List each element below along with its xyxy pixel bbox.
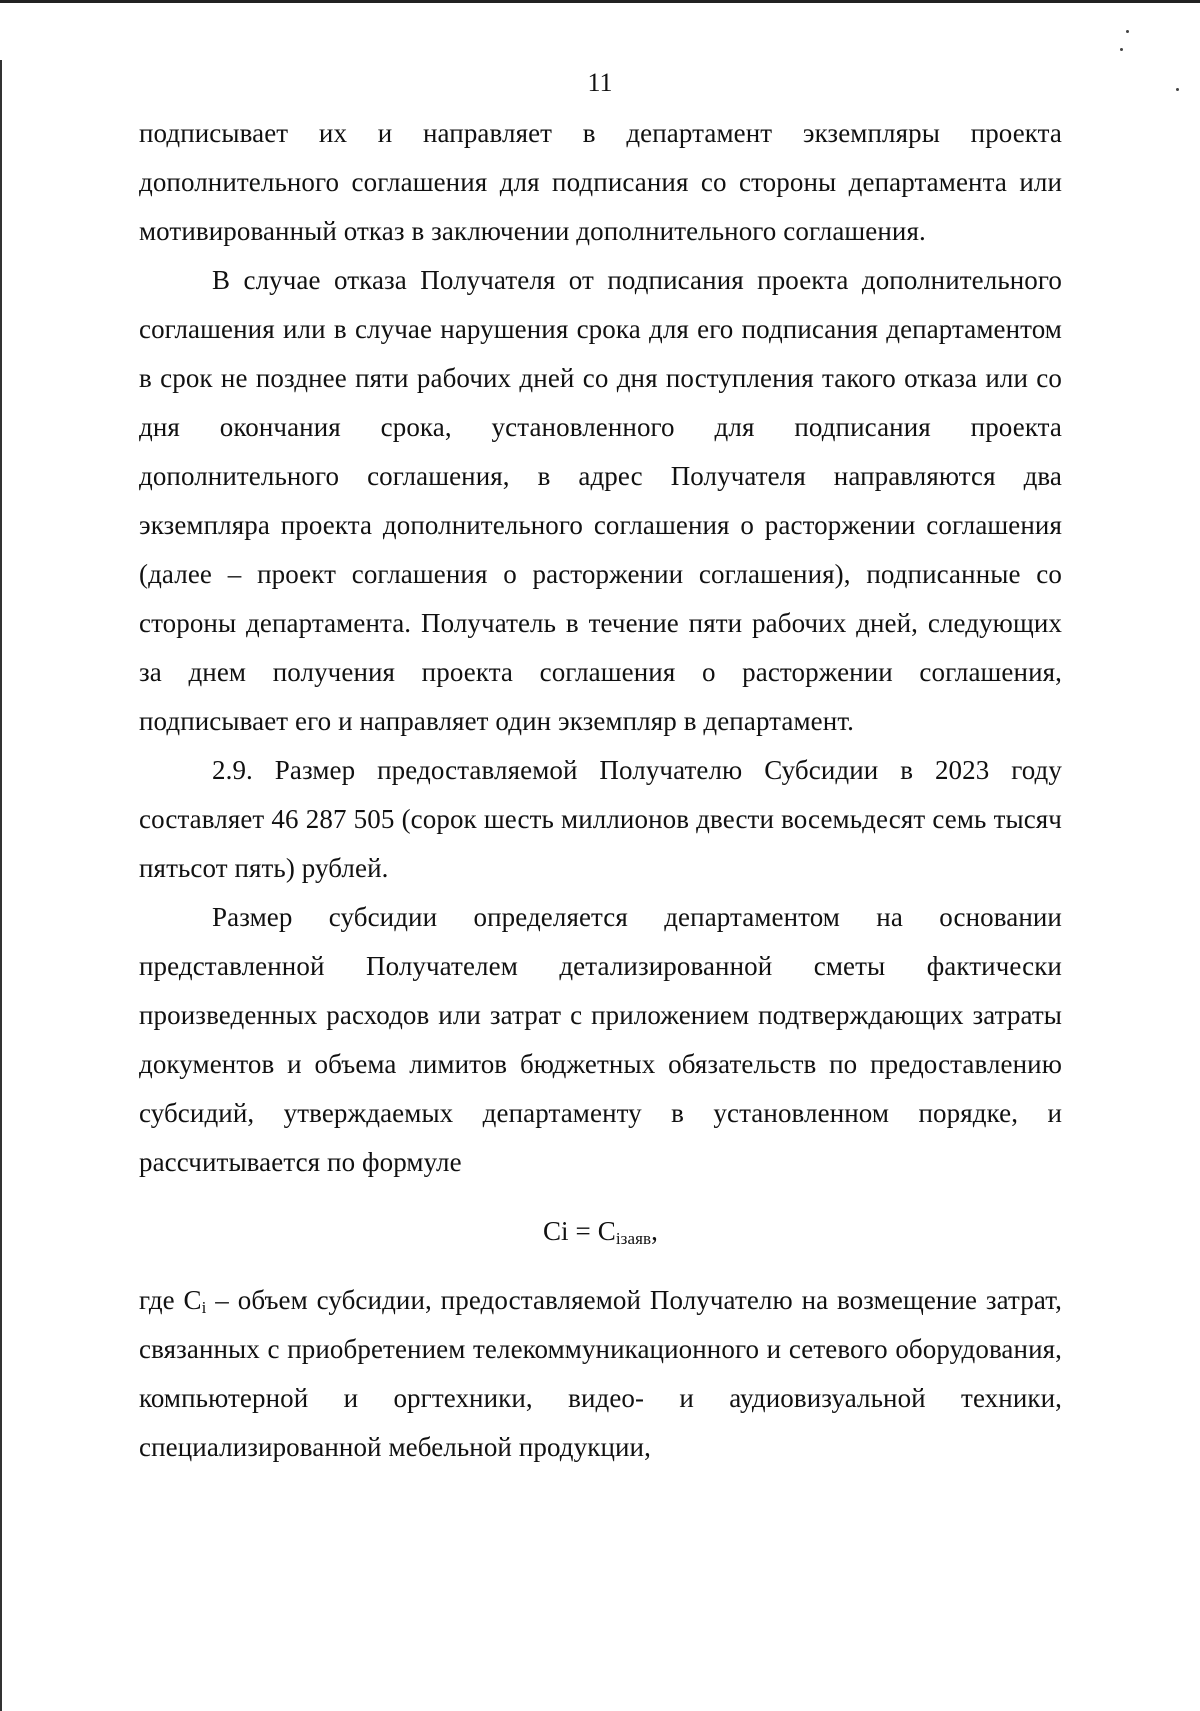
scan-speck <box>1120 48 1123 51</box>
paragraph-continuation: подписывает их и направляет в департамент экземпляры проекта дополнительного соглашения для подписания со стороны департамента или мотивированный отказ в заключении дополнительного соглашения. <box>139 118 1062 246</box>
formula-rhs-subscript: iзаяв <box>615 1229 652 1248</box>
formula-rhs-base: C <box>597 1216 616 1246</box>
formula-lhs: Ci <box>542 1216 569 1246</box>
paragraph-refusal-termination: В случае отказа Получателя от подписания проекта дополнительного соглашения или в случае нарушения срока для его подписания департаментом в срок не позднее пяти рабочих дней со дня поступления такого отказа или со дня окончания срока, установленного для подписания проекта дополнительного соглашения, в адрес Получателя направляются два экземпляра проекта дополнительного соглашения о расторжении соглашения (далее – проект соглашения о расторжении соглашения), подписанные со стороны департамента. Получатель в течение пяти рабочих дней, следующих за днем получения проекта соглашения о расторжении соглашения, подписывает его и направляет один экземпляр в департамент. <box>139 265 1062 736</box>
formula-equals: = <box>575 1216 591 1246</box>
subsidy-formula <box>139 1203 1062 1260</box>
scan-left-edge <box>0 60 2 1711</box>
paragraph-definition <box>139 1276 1062 1472</box>
paragraph-subsidy-amount: 2.9. Размер предоставляемой Получателю Субсидии в 2023 году составляет 46 287 505 (сорок шесть миллионов двести восемьдесят семь тысяч пятьсот пять) рублей. <box>139 755 1062 883</box>
definition-prefix-subscript: i <box>201 1298 207 1317</box>
document-body <box>139 109 1062 1472</box>
definition-text: – объем субсидии, предоставляемой Получателю на возмещение затрат, связанных с приобретением телекоммуникационного и сетевого оборудования, компьютерной и оргтехники, видео- и аудиовизуальной техники, специализированной мебельной продукции, <box>139 1285 1062 1462</box>
page-number: 11 <box>587 68 613 97</box>
scan-speck <box>1126 30 1129 33</box>
formula-trailing-comma: , <box>651 1216 659 1246</box>
definition-prefix: где C <box>139 1285 202 1315</box>
scan-top-edge <box>0 0 1200 3</box>
paragraph-subsidy-calculation: Размер субсидии определяется департаментом на основании представленной Получателем детализированной сметы фактически произведенных расходов или затрат с приложением подтверждающих затраты документов и объема лимитов бюджетных обязательств по предоставлению субсидий, утверждаемых департаменту в установленном порядке, и рассчитывается по формуле <box>139 902 1062 1177</box>
